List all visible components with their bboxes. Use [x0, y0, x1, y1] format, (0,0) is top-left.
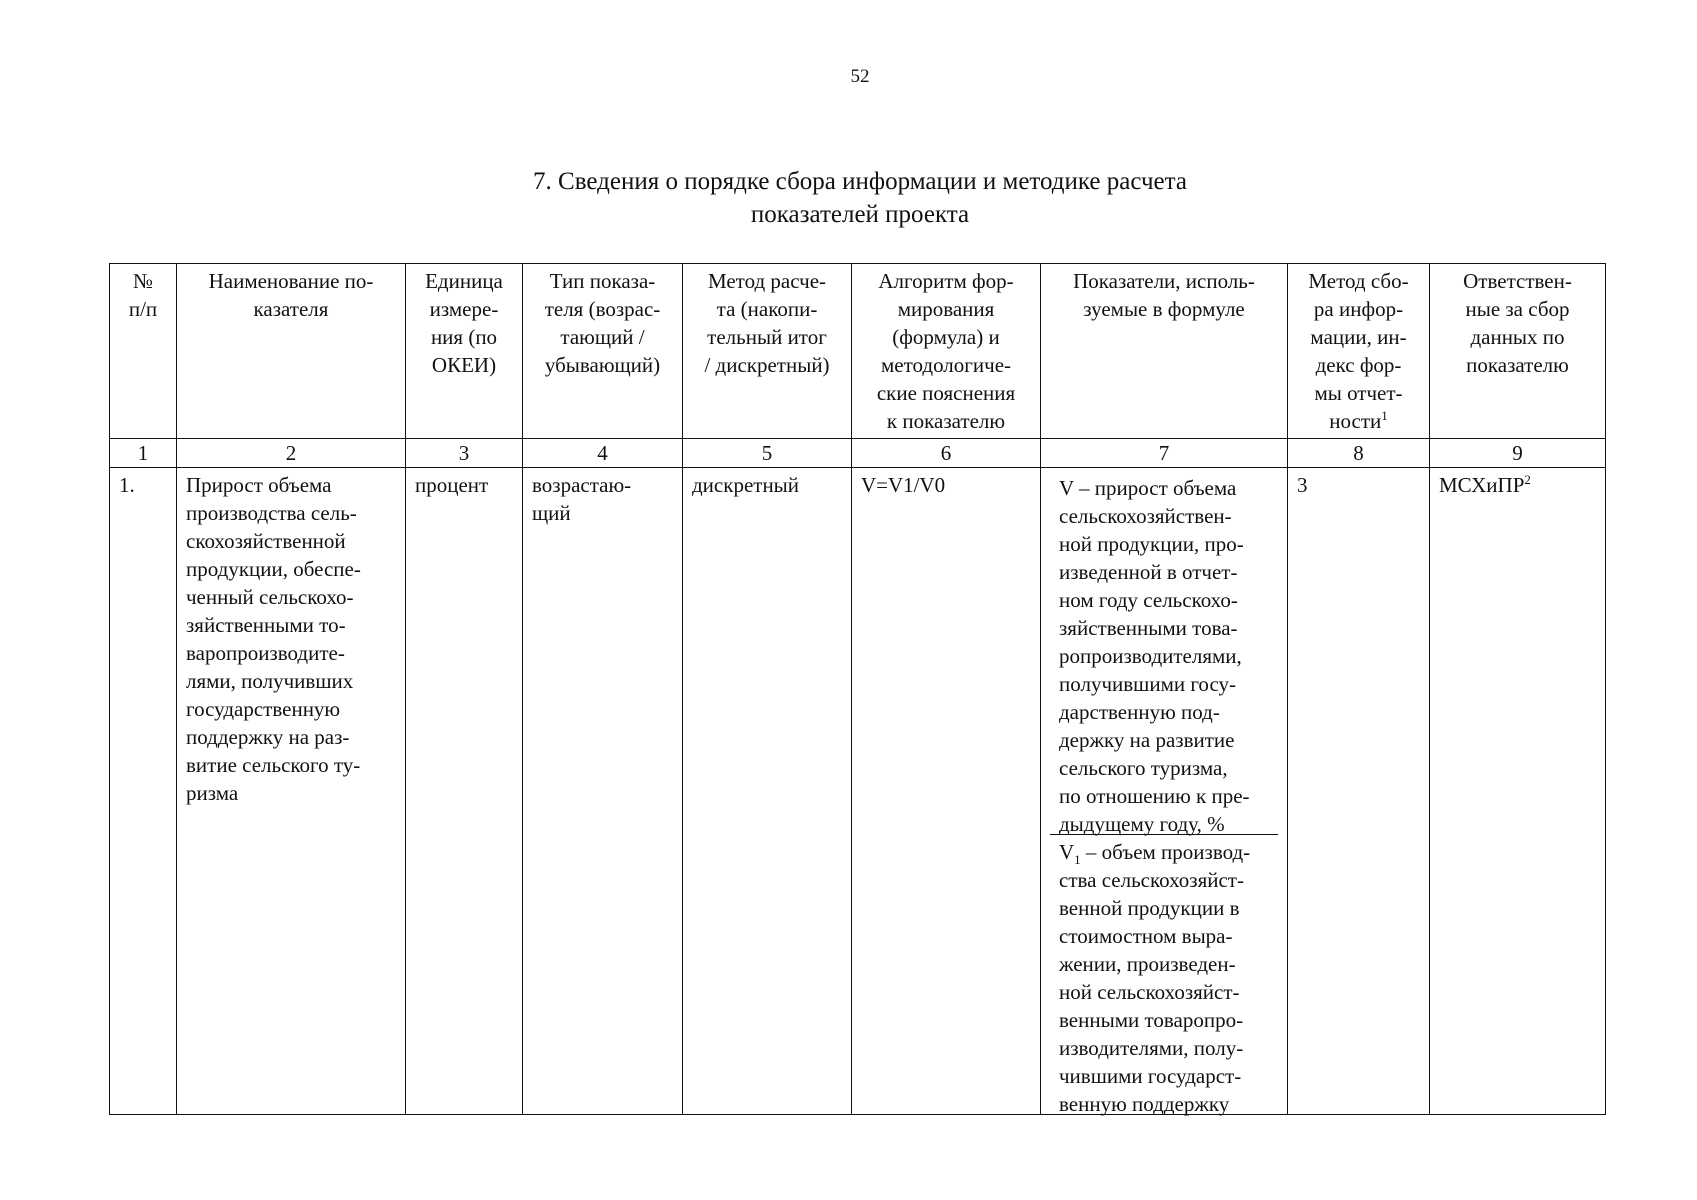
column-number: 6	[852, 439, 1041, 468]
footnote-mark-1: 1	[1381, 408, 1388, 423]
header-cell-4: Тип показа- теля (возрас- тающий / убывающий)	[523, 264, 683, 439]
formula-indicator-v1: $V_1$ – объем производ- ства сельскохозяйст- венной продукции в стоимостном выра- жении, произведен- ной сельскохозяйст- венными товаропро- изводителями, полу- чившими государст- венную поддержку	[1050, 834, 1278, 1111]
header-cell-8: Метод сбо- ра инфор- мации, ин- декс фор- мы отчет- ности$^1$	[1288, 264, 1430, 439]
title-line-2: показателей проекта	[750, 201, 970, 228]
formula-indicator-v: V – прирост объема сельскохозяйствен- ной продукции, про- изведенной в отчет- ном году сельскохо- зяйственными това- ропроизводителями, получившими госу- дарственную под- держку на развитие сельского туризма, по отношению к пре- дыдущему году, %	[1059, 476, 1250, 836]
column-number: 7	[1041, 439, 1288, 468]
responsible-party: МСХиПР$^2$	[1430, 468, 1606, 1115]
column-number: 3	[406, 439, 523, 468]
indicator-name: Прирост объема производства сель- скохозяйственной продукции, обеспе- ченный сельскохо- зяйственными то- варопроизводите- лями, получивших государственную поддержку на раз- витие сельского ту- ризма	[177, 468, 406, 1115]
collection-method: 3	[1288, 468, 1430, 1115]
unit-of-measure: процент	[406, 468, 523, 1115]
table-row	[110, 468, 1606, 1115]
header-cell-9: Ответствен- ные за сбор данных по показателю	[1430, 264, 1606, 439]
column-number: 2	[177, 439, 406, 468]
formula-indicators	[1041, 468, 1288, 1115]
title-line-1: 7. Сведения о порядке сбора информации и методике расчета	[533, 168, 1187, 195]
column-number-row	[110, 439, 1606, 468]
row-number: 1.	[110, 468, 177, 1115]
header-cell-5: Метод расче- та (накопи- тельный итог / дискретный)	[683, 264, 852, 439]
column-number: 5	[683, 439, 852, 468]
footnote-mark-2: 2	[1524, 472, 1531, 487]
calculation-method: дискретный	[683, 468, 852, 1115]
header-cell-2: Наименование по- казателя	[177, 264, 406, 439]
page-number: 52	[850, 66, 870, 87]
header-cell-6: Алгоритм фор- мирования (формула) и методологиче- ские пояснения к показателю	[852, 264, 1041, 439]
header-cell-1: № п/п	[110, 264, 177, 439]
column-number: 8	[1288, 439, 1430, 468]
header-cell-7: Показатели, исполь- зуемые в формуле	[1041, 264, 1288, 439]
header-cell-3: Единица измере- ния (по ОКЕИ)	[406, 264, 523, 439]
formula: V=V1/V0	[852, 468, 1041, 1115]
column-number: 1	[110, 439, 177, 468]
column-number: 4	[523, 439, 683, 468]
header-row	[110, 264, 1606, 439]
indicators-table	[109, 263, 1606, 1115]
indicator-type: возрастаю- щий	[523, 468, 683, 1115]
column-number: 9	[1430, 439, 1606, 468]
document-title	[0, 165, 1697, 231]
